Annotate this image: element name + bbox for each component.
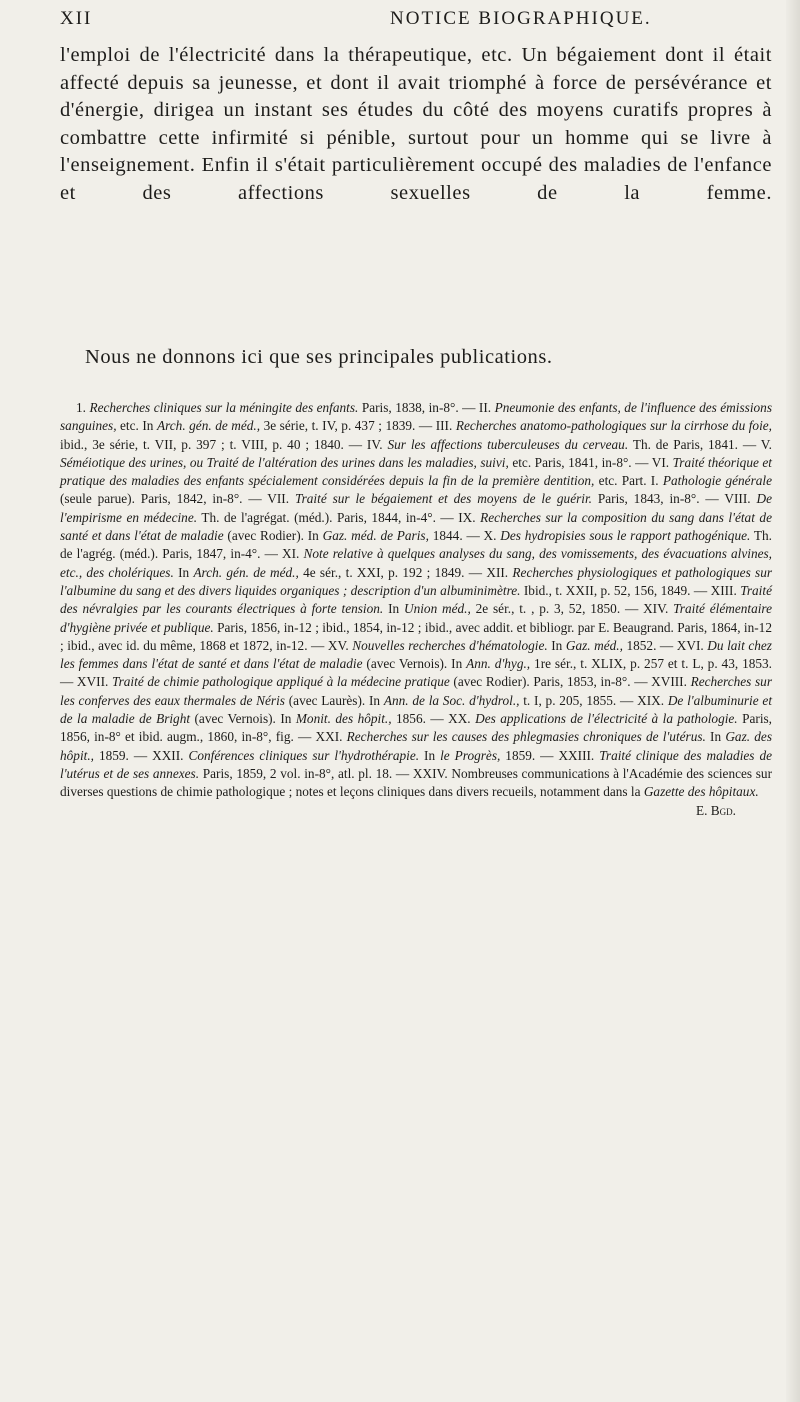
- ref-text: 1844. — X.: [428, 528, 501, 544]
- ref-title: Recherches sur les conferves des eaux thermales de Néris: [60, 674, 772, 708]
- running-header: [60, 8, 770, 34]
- ref-title: Recherches physiologiques et pathologiques sur l'albumine du sang et des divers liquides organiques ; description d'un albuminimètre.: [60, 564, 773, 598]
- ref-text: ibid., 3e série, t. VII, p. 397 ; t. VIII, p. 40 ; 1840. — IV.: [60, 436, 388, 452]
- ref-text: etc. In: [116, 418, 157, 434]
- ref-title: Recherches sur la composition du sang dans l'état de santé et dans l'état de maladie: [60, 509, 772, 544]
- ref-title: Nouvelles recherches d'hématologie.: [352, 637, 548, 653]
- ref-text: 1852. — XVI.: [622, 637, 708, 653]
- ref-text: Th. de l'agrég. (méd.). Paris, 1847, in-4°. — XI.: [60, 528, 772, 562]
- ref-text: Ibid., t. XXII, p. 52, 156, 1849. — XIII.: [520, 582, 741, 598]
- publications-paragraph: [60, 399, 773, 818]
- ref-title: Union méd.,: [403, 601, 471, 617]
- running-title: NOTICE BIOGRAPHIQUE.: [390, 8, 652, 29]
- ref-title: Conférences cliniques sur l'hydrothérapie.: [188, 747, 420, 763]
- ref-text: 3e série, t. IV, p. 437 ; 1839. — III.: [260, 418, 456, 434]
- ref-title: Séméiotique des urines, ou Traité de l'altération des urines dans les maladies, suivi,: [60, 454, 509, 470]
- ref-text: (avec Laurès). In: [284, 692, 384, 708]
- ref-title: Monit. des hôpit.,: [295, 711, 392, 727]
- ref-text: Paris, 1856, in-8° et ibid. augm., 1860, in-8°, fig. — XXI.: [60, 711, 773, 745]
- ref-text: (seule parue). Paris, 1842, in-8°. — VII.: [60, 491, 295, 507]
- ref-text: (avec Rodier). Paris, 1853, in-8°. — XVIII.: [449, 674, 691, 690]
- ref-title: Des hydropisies sous le rapport pathogénique.: [500, 528, 751, 544]
- ref-title: Recherches anatomo-pathologiques sur la cirrhose du foie,: [455, 418, 772, 434]
- ref-title: Gazette des hôpitaux.: [643, 784, 759, 800]
- ref-text: 1re sér., t. XLIX, p. 257 et t. L, p. 43, 1853. — XVII.: [60, 656, 772, 690]
- ref-text: In: [383, 601, 404, 617]
- ref-text: etc. Paris, 1841, in-8°. — VI.: [508, 454, 673, 470]
- ref-title: Gaz. méd.,: [565, 637, 623, 653]
- ref-text: 4e sér., t. XXI, p. 192 ; 1849. — XII.: [298, 564, 513, 580]
- author-signature: E. Bgd.: [696, 802, 736, 818]
- ref-title: Arch. gén. de méd.,: [193, 564, 299, 580]
- ref-text: Th. de Paris, 1841. — V.: [628, 436, 772, 452]
- ref-title: Traité élémentaire d'hygiène privée et publique.: [60, 601, 773, 635]
- ref-title: Traité théorique et pratique des maladies des enfants spécialement considérées depuis la fin de la première dentition,: [60, 454, 772, 489]
- ref-text: Th. de l'agrégat. (méd.). Paris, 1844, in-4°. — IX.: [197, 509, 481, 525]
- ref-text: 1859. — XXII.: [93, 747, 189, 763]
- ref-title: Pneumonie des enfants, de l'influence des émissions sanguines,: [60, 400, 772, 434]
- ref-title: Des applications de l'électricité à la pathologie.: [475, 711, 738, 727]
- body-paragraph: l'emploi de l'électricité dans la thérapeutique, etc. Un bégaiement dont il était affecté depuis sa jeunesse, et dont il avait triomphé à force de persévérance et d'énergie, dirigea un instant ses études du côté des moyens curatifs propres à combattre cette infirmité si pénible, surtout pour un homme qui se livre à l'enseignement. Enfin il s'était particulièrement occupé des maladies de l'enfance et des affections sexuelles de la femme.: [60, 44, 772, 204]
- ref-title: Traité de chimie pathologique appliqué à la médecine pratique: [111, 674, 450, 690]
- ref-text: 2e sér., t. , p. 3, 52, 1850. — XIV.: [470, 601, 674, 617]
- ref-title: De l'albuminurie et de la maladie de Bright: [60, 692, 773, 727]
- ref-text: In: [547, 637, 566, 653]
- ref-title: Recherches sur les causes des phlegmasies chroniques de l'utérus.: [346, 729, 706, 745]
- ref-text: In: [173, 564, 194, 580]
- ref-title: Arch. gén. de méd.,: [156, 418, 261, 434]
- ref-text: In: [419, 747, 441, 763]
- ref-text: In: [705, 729, 726, 745]
- ref-title: Sur les affections tuberculeuses du cerveau.: [387, 436, 629, 452]
- ref-text: 1859. — XXIII.: [500, 747, 600, 763]
- ref-title: Ann. de la Soc. d'hydrol.,: [383, 692, 520, 708]
- ref-title: Pathologie générale: [662, 473, 772, 489]
- ref-title: Recherches cliniques sur la méningite des enfants.: [89, 400, 359, 415]
- publications-list: [60, 399, 772, 820]
- ref-title: Ann. d'hyg.,: [466, 656, 531, 672]
- ref-text: Paris, 1838, in-8°. — II.: [358, 400, 495, 415]
- ref-title: le Progrès,: [440, 747, 501, 763]
- ref-text: (avec Rodier). In: [223, 528, 323, 544]
- ref-title: Traité sur le bégaiement et des moyens de le guérir.: [294, 491, 592, 507]
- ref-text: etc. Part. I.: [594, 473, 663, 489]
- publications-intro: Nous ne donnons ici que ses principales publications.: [85, 346, 553, 368]
- ref-text: Paris, 1859, 2 vol. in-8°, atl. pl. 18. — XXIV. Nombreuses communications à l'Académie des sciences sur diverses questions de chimie pathologique ; notes et leçons cliniques dans divers recueils, notamment dans la: [60, 765, 772, 800]
- ref-text: Paris, 1856, in-12 ; ibid., 1854, in-12 ; ibid., avec addit. et bibliogr. par E. Beaugrand. Paris, 1864, in-12 ; ibid., avec id. du même, 1868 et 1872, in-12. — XV.: [60, 619, 772, 653]
- ref-title: Traité des névralgies par les courants électriques à forte tension.: [60, 582, 772, 617]
- ref-text: 1.: [76, 400, 90, 415]
- ref-title: De l'empirisme en médecine.: [60, 491, 772, 525]
- ref-title: Note relative à quelques analyses du sang, des vomissements, des évacuations alvines, etc., des cholériques.: [60, 546, 772, 580]
- ref-title: Gaz. des hôpit.,: [60, 729, 772, 763]
- ref-title: Gaz. méd. de Paris,: [322, 528, 429, 544]
- ref-title: Du lait chez les femmes dans l'état de santé et dans l'état de maladie: [60, 637, 772, 672]
- page-edge: [786, 0, 800, 1402]
- page-number: XII: [60, 8, 93, 29]
- ref-text: Paris, 1843, in-8°. — VIII.: [592, 491, 757, 507]
- ref-title: Traité clinique des maladies de l'utérus et de ses annexes.: [60, 747, 772, 781]
- ref-text: (avec Vernois). In: [190, 711, 296, 727]
- ref-text: 1856. — XX.: [391, 711, 476, 727]
- ref-text: (avec Vernois). In: [362, 656, 467, 672]
- ref-text: t. I, p. 205, 1855. — XIX.: [519, 692, 668, 708]
